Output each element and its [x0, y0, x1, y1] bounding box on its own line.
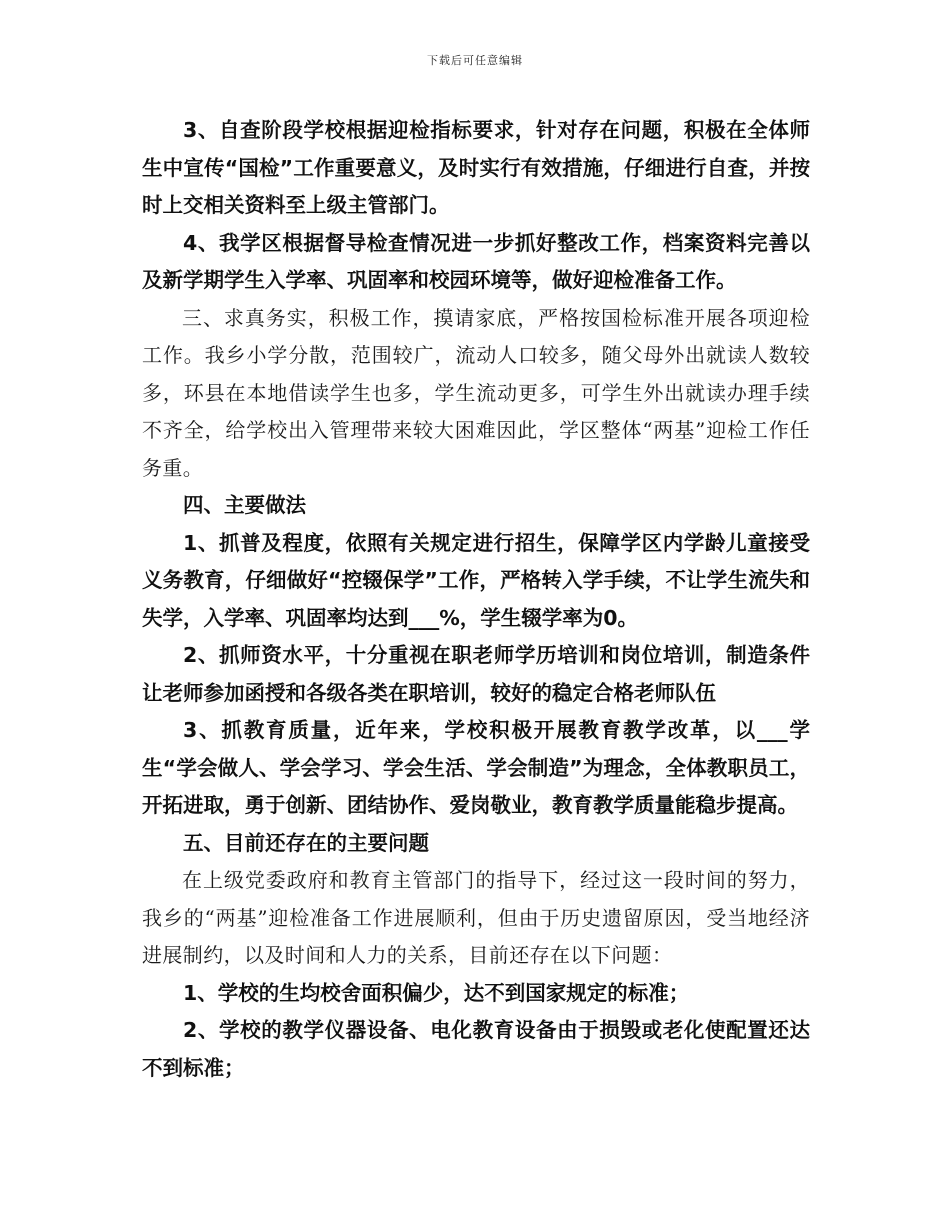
paragraph-self-check: 3、自查阶段学校根据迎检指标要求，针对存在问题，积极在全体师生中宣传“国检”工作重要意义，及时实行有效措施，仔细进行自查，并按时上交相关资料至上级主管部门。 — [142, 118, 810, 217]
paragraph-rectification: 4、我学区根据督导检查情况进一步抓好整改工作，档案资料完善以及新学期学生入学率、巩固率和校园环境等，做好迎检准备工作。 — [142, 230, 810, 292]
document-body — [142, 112, 810, 1087]
paragraph-section-three: 三、求真务实，积极工作，摸请家底，严格按国检标准开展各项迎检工作。我乡小学分散，范围较广，流动人口较多，随父母外出就读人数较多，环县在本地借读学生也多，学生流动更多，可学生外出就读办理手续不齐全，给学校出入管理带来较大困难因此，学区整体“两基”迎检工作任务重。 — [142, 305, 810, 480]
paragraph-problem-1: 1、学校的生均校舍面积偏少，达不到国家规定的标准； — [183, 980, 690, 1005]
page-header-note: 下载后可任意编辑 — [427, 54, 523, 67]
heading-existing-problems: 五、目前还存在的主要问题 — [183, 830, 429, 855]
paragraph-teacher-training: 2、抓师资水平，十分重视在职老师学历培训和岗位培训，制造条件让老师参加函授和各级各类在职培训，较好的稳定合格老师队伍 — [142, 643, 810, 705]
paragraph-education-quality: 3、抓教育质量，近年来，学校积极开展教育教学改革，以___学生“学会做人、学会学习、学会生活、学会制造”为理念，全体教职员工，开拓进取，勇于创新、团结协作、爱岗敬业，教育教学质量能稳步提高。 — [142, 718, 810, 817]
heading-main-practices: 四、主要做法 — [183, 493, 306, 517]
paragraph-problem-2: 2、学校的教学仪器设备、电化教育设备由于损毁或老化使配置还达不到标准； — [142, 1018, 810, 1080]
paragraph-enrollment: 1、抓普及程度，依照有关规定进行招生，保障学区内学龄儿童接受义务教育，仔细做好“控辍保学”工作，严格转入学手续，不让学生流失和失学，入学率、巩固率均达到___%，学生辍学率为0。 — [142, 530, 810, 630]
paragraph-problems-intro: 在上级党委政府和教育主管部门的指导下，经过这一段时间的努力，我乡的“两基”迎检准备工作进展顺利，但由于历史遗留原因，受当地经济进展制约，以及时间和人力的关系，目前还存在以下问题： — [142, 868, 810, 967]
